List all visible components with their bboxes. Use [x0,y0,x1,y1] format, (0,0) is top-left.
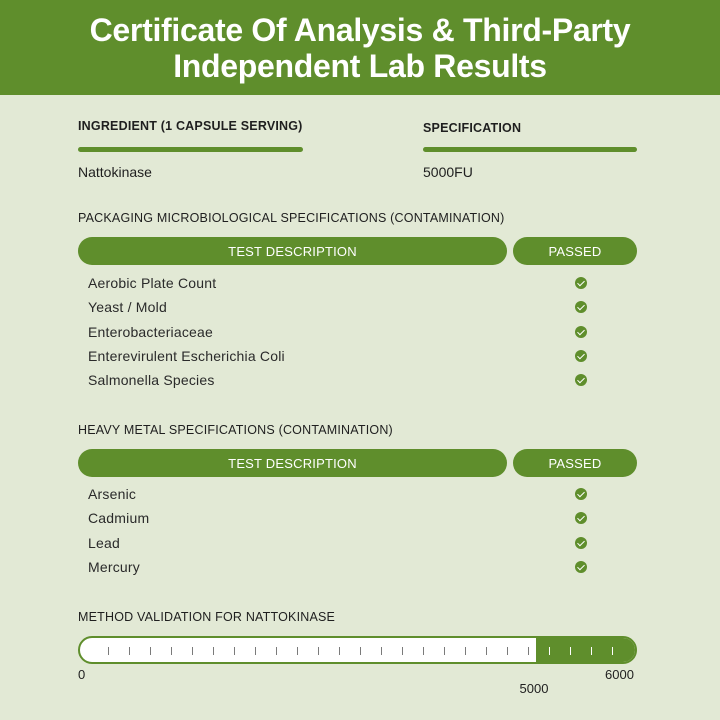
check-circle-icon [575,537,587,549]
gauge-label-value: 5000 [519,681,549,696]
heavy-metal-row [88,531,588,555]
page-title-line-1: Certificate Of Analysis & Third-Party [89,11,631,48]
packaging-test-name: Salmonella Species [88,372,215,389]
gauge-tick [402,647,403,655]
gauge-tick [150,647,151,655]
check-circle-icon [575,301,587,313]
packaging-row [88,271,588,295]
method-validation-gauge [78,636,637,664]
gauge-tick [171,647,172,655]
method-validation-title: METHOD VALIDATION FOR NATTOKINASE [78,610,336,624]
gauge-label-max: 6000 [605,667,634,682]
packaging-test-name: Aerobic Plate Count [88,275,217,292]
packaging-test-description-header: TEST DESCRIPTION [78,237,507,265]
heavy-metal-row [88,555,588,579]
gauge-tick [612,647,613,655]
gauge-tick [591,647,592,655]
packaging-test-name: Yeast / Mold [88,299,167,316]
page-title-line-2: Independent Lab Results [173,47,547,84]
check-circle-icon [575,277,587,289]
ingredient-column [78,119,303,180]
packaging-row [88,344,588,368]
gauge-tick [276,647,277,655]
heavy-metal-test-description-header: TEST DESCRIPTION [78,449,507,477]
method-validation-gauge-fill [536,638,636,662]
heavy-metal-section-title: HEAVY METAL SPECIFICATIONS (CONTAMINATION) [78,423,393,437]
gauge-tick [339,647,340,655]
gauge-tick [570,647,571,655]
heavy-metal-passed-header: PASSED [513,449,637,477]
gauge-tick [297,647,298,655]
page-header [0,0,720,95]
gauge-tick [423,647,424,655]
gauge-tick [465,647,466,655]
check-circle-icon [575,488,587,500]
gauge-tick [444,647,445,655]
check-circle-icon [575,374,587,386]
heavy-metal-test-list [88,482,588,579]
check-circle-icon [575,350,587,362]
gauge-tick [507,647,508,655]
packaging-row [88,320,588,344]
gauge-tick [192,647,193,655]
packaging-test-list [88,271,588,392]
ingredient-divider [78,147,303,152]
packaging-section-title: PACKAGING MICROBIOLOGICAL SPECIFICATIONS (CONTAMINATION) [78,211,505,225]
check-circle-icon [575,326,587,338]
gauge-tick [360,647,361,655]
gauge-tick [318,647,319,655]
gauge-tick [213,647,214,655]
gauge-label-min: 0 [78,667,86,682]
packaging-row [88,295,588,319]
gauge-tick [381,647,382,655]
specification-heading: SPECIFICATION [423,121,522,135]
gauge-tick [255,647,256,655]
gauge-tick [528,647,529,655]
check-circle-icon [575,561,587,573]
heavy-metal-row [88,482,588,506]
ingredient-value: Nattokinase [78,164,152,180]
packaging-passed-header: PASSED [513,237,637,265]
specification-column [423,121,637,180]
gauge-tick [129,647,130,655]
heavy-metal-test-name: Arsenic [88,486,137,503]
packaging-row [88,368,588,392]
gauge-tick [108,647,109,655]
specification-divider [423,147,637,152]
gauge-tick [234,647,235,655]
ingredient-heading: INGREDIENT (1 CAPSULE SERVING) [78,119,303,133]
gauge-tick [486,647,487,655]
heavy-metal-test-name: Mercury [88,559,140,576]
gauge-tick [549,647,550,655]
specification-value: 5000FU [423,164,473,180]
heavy-metal-row [88,506,588,530]
heavy-metal-test-name: Lead [88,534,120,551]
packaging-test-name: Enterevirulent Escherichia Coli [88,348,285,365]
check-circle-icon [575,512,587,524]
heavy-metal-test-name: Cadmium [88,510,150,527]
packaging-test-name: Enterobacteriaceae [88,323,214,340]
